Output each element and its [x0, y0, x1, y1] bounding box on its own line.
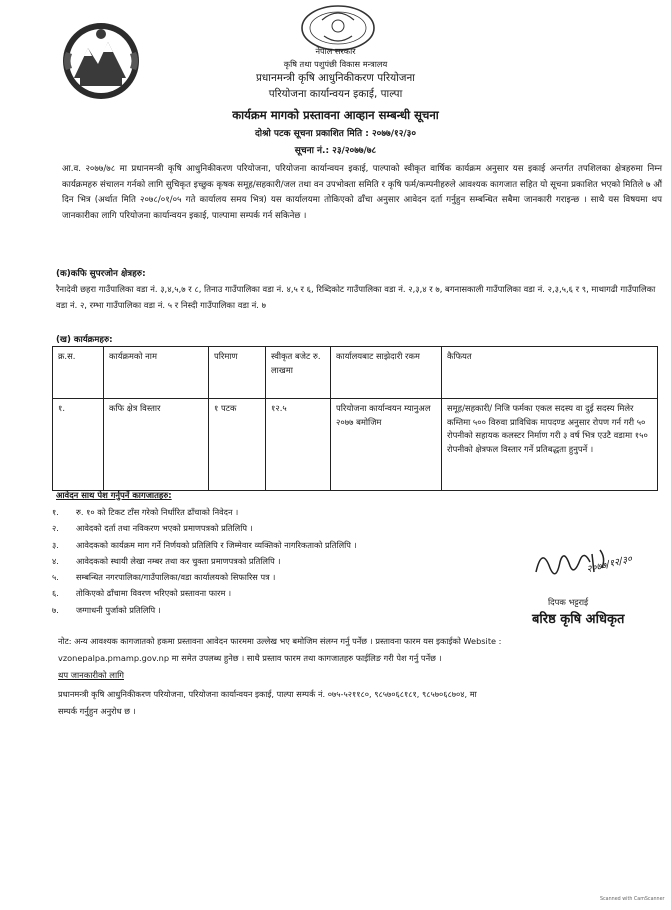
column-header: परिमाण [209, 347, 266, 399]
documents-list [52, 504, 502, 618]
column-header: स्वीकृत बजेट रु. लाखमा [266, 347, 331, 399]
publish-date: दोश्रो पटक सूचना प्रकाशित मिति : २०७७/१२/३० [254, 129, 417, 139]
note-line-2: vzonepalpa.pmamp.gov.np मा समेत उपलब्ध हुनेछ । साथै प्रस्ताव फारम तथा कागजातहरु फाईलिङ गरी पेश गर्नु पर्नेछ । [58, 653, 442, 663]
header-line-ministry: कृषि तथा पशुपंछी विकास मन्त्रालय [283, 59, 388, 69]
program-table [52, 346, 658, 491]
list-item: ३. आवेदकको कार्यक्रम माग गर्ने निर्णयको प्रतिलिपि र जिम्मेवार व्यक्तिको नागरिकताको प्रतिलिपि । [52, 539, 357, 550]
list-item: २. आवेदको दर्ता तथा नविकरण भएको प्रमाणपत्रको प्रतिलिपि । [52, 523, 253, 534]
intro-paragraph: आ.व. २०७७/७८ मा प्रधानमन्त्री कृषि आधुनिकीकरण परियोजना, परियोजना कार्यान्वयन इकाई, पाल्पाको स्वीकृत वार्षिक कार्यक्रम अनुसार यस इकाई अन्तर्गत तपशिलका क्षेत्रहरुमा निम्न कार्यक्रमहरु संचालन गर्नको लागि सुचिकृत इच्छुक कृषक समूह/सहकारी/जल तथा वन उपभोक्ता समिति र कृषि फर्म/कम्पनीहरुले आवश्यक कागजात सहित यो सूचना प्रकाशित भएको मितिले ७ औं दिन भित्र (अर्थात मिति २०७८/०१/०५ गते कार्यालय समय भित्र) यस कार्यालयमा तोकिएको ढाँचा अनुसार आवेदन दर्ता गर्नुहुन सम्बन्धित सबैमा जानकारी गराइन्छ । साथै यस विषयमा थप जानकारीका लागि परियोजना कार्यान्वयन इकाई, पाल्पामा सम्पर्क गर्न सकिनेछ । [62, 164, 662, 222]
header-line-government: नेपाल सरकार [315, 46, 356, 56]
list-item: ४. आवेदकको स्थायी लेखा नम्बर तथा कर चुक्ता प्रमाणपत्रको प्रतिलिपि । [52, 555, 281, 566]
column-header: कार्यक्रमको नाम [104, 347, 209, 399]
signatory-designation: बरिष्ठ कृषि अधिकृत [532, 612, 625, 627]
contact-line-1: प्रधानमन्त्री कृषि आधुनिकीकरण परियोजना, परियोजना कार्यान्वयन इकाई, पाल्पा सम्पर्क नं. ०७५-५२११८०, ९८५७०६८१८१, ९८५७०६८७०४, मा [58, 689, 477, 699]
documents-heading: आवेदन साथ पेश गर्नुपर्ने कागजातहरु: [56, 490, 172, 500]
header-line-unit: परियोजना कार्यान्वयन इकाई, पाल्पा [268, 88, 403, 100]
signatory-name: दिपक भट्टराई [548, 597, 589, 607]
section-ka-heading: (क)कफि सुपरजोन क्षेत्रहरु: [56, 269, 146, 279]
column-header: कार्यालयबाट साझेदारी रकम [331, 347, 442, 399]
section-kha-heading: (ख) कार्यक्रमहरु: [56, 335, 113, 345]
list-item: ६. तोकिएको ढाँचामा विवरण भरिएको प्रस्तावना फारम । [52, 588, 232, 599]
table-cell-name: कफि क्षेत्र विस्तार [104, 399, 209, 491]
table-cell-qty: १ पटक [209, 399, 266, 491]
notice-number: सूचना नं.: २३/२०७७/७८ [294, 146, 377, 156]
table-cell-budget: १२.५ [266, 399, 331, 491]
scanner-watermark: Scanned with CamScanner [600, 897, 665, 902]
contact-heading: थप जानकारीको लागि [58, 670, 124, 680]
table-cell-sn: १. [53, 399, 104, 491]
list-item: १. रु. १० को टिकट टाँस गरेको निर्धारित ढाँचाको निवेदन । [52, 507, 239, 517]
note-line-1: नोट: अन्य आवश्यक कागजातको हकमा प्रस्तावना आवेदन फारममा उल्लेख भए बमोजिम संलग्न गर्नु पर्नेछ । प्रस्तावना फारम यस इकाईको Website : [58, 636, 502, 646]
table-row [53, 399, 658, 491]
notice-title: कार्यक्रम मागको प्रस्तावना आव्हान सम्बन्धी सूचना [232, 108, 439, 122]
header-line-project: प्रधानमन्त्री कृषि आधुनिकीकरण परियोजना [256, 72, 415, 84]
column-header: कैफियत [442, 347, 658, 399]
table-cell-remarks: समूह/सहकारी/ निजि फर्मका एकल सदस्य वा दुई सदस्य मिलेर कम्तिमा ५०० विरुवा प्राविधिक मापदण्ड अनुसार रोपण गर्न गरी ५० रोपनीको सहायक कलस्टर निर्माण गरी ३ वर्ष भित्र एउटै वडामा १५० रोपनीको क्षेत्रफल विस्तार गर्ने प्रतिबद्धता हुनुपर्ने । [442, 399, 658, 491]
table-header-row [53, 347, 658, 399]
section-ka-body: रैनादेवी छहरा गाउँपालिका वडा नं. ३,४,५,७ र ८, तिनाउ गाउँपालिका वडा नं. ४,५ र ६, रिब्दिकोट गाउँपालिका वडा नं. २,३,४ र ७, बगनासकाली गाउँपालिका वडा नं. २,३,५,६ र ९, माथागढी गाउँपालिका वडा नं. २, रम्भा गाउँपालिका वडा नं. ५ र निस्दी गाउँपालिका वडा नं. ७ [56, 284, 656, 310]
contact-line-2: सम्पर्क गर्नुहुन अनुरोध छ । [58, 706, 136, 716]
column-header: क्र.स. [53, 347, 104, 399]
list-item: ५. सम्बन्धित नगरपालिका/गाउँपालिका/वडा कार्यालयको सिफारिस पत्र । [52, 572, 276, 583]
signature-date: २०७७/१२/३० [585, 553, 634, 576]
list-item: ७. जग्गाधनी पुर्जाको प्रतिलिपि । [52, 604, 161, 615]
table-cell-share: परियोजना कार्यान्वयन म्यानुअल २०७७ बमोजिम [331, 399, 442, 491]
